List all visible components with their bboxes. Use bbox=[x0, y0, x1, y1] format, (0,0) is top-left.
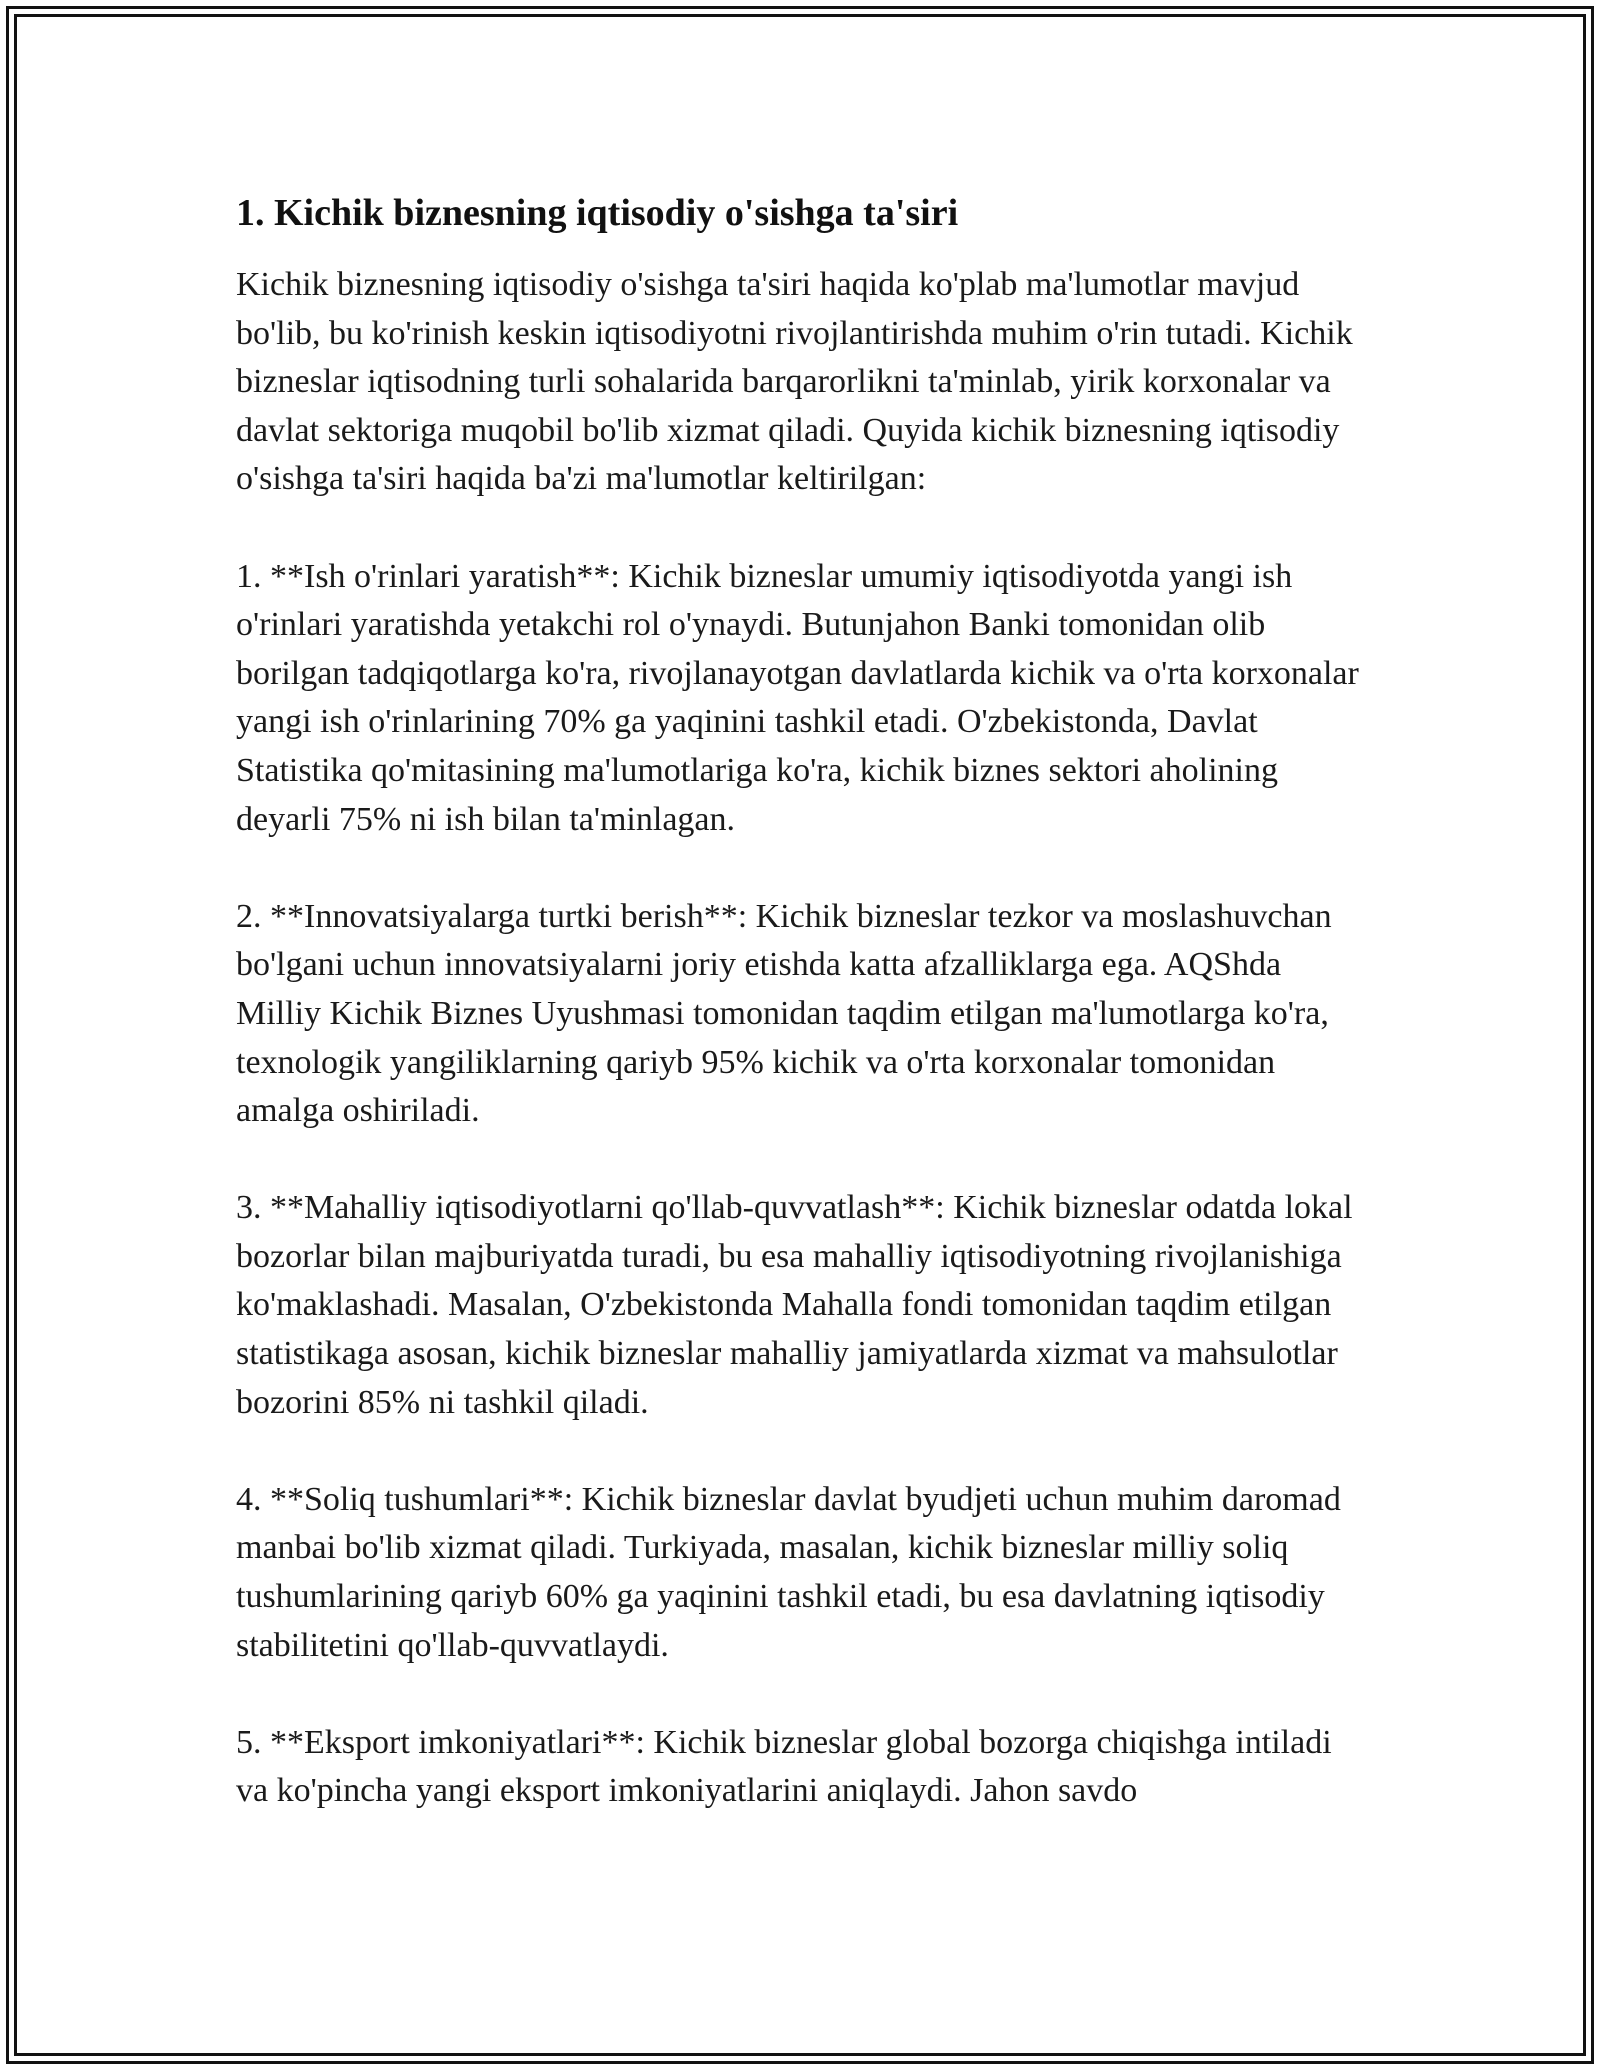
list-item-export: 5. **Eksport imkoniyatlari**: Kichik bizneslar global bozorga chiqishga intiladi va ko'pincha yangi eksport imkoniyatlarini aniqlaydi. Jahon savdo bbox=[236, 1723, 1332, 1810]
list-item-tax-revenue: 4. **Soliq tushumlari**: Kichik bizneslar davlat byudjeti uchun muhim daromad manbai bo'lib xizmat qiladi. Turkiyada, masalan, kichik bizneslar milliy soliq tushumlarining qariyb 60% ga yaqinini tashkil etadi, bu esa davlatning iqtisodiy stabilitetini qo'llab-quvvatlaydi. bbox=[236, 1480, 1341, 1664]
list-item-innovation: 2. **Innovatsiyalarga turtki berish**: Kichik bizneslar tezkor va moslashuvchan bo'lgani uchun innovatsiyalarni joriy etishda katta afzalliklarga ega. AQShda Milliy Kichik Biznes Uyushmasi tomonidan taqdim etilgan ma'lumotlarga ko'ra, texnologik yangiliklarning qariyb 95% kichik va o'rta korxonalar tomonidan amalga oshiriladi. bbox=[236, 897, 1332, 1130]
document-body bbox=[236, 187, 1366, 1816]
list-item-job-creation: 1. **Ish o'rinlari yaratish**: Kichik bizneslar umumiy iqtisodiyotda yangi ish o'rinlari yaratishda yetakchi rol o'ynaydi. Butunjahon Banki tomonidan olib borilgan tadqiqotlarga ko'ra, rivojlanayotgan davlatlarda kichik va o'rta korxonalar yangi ish o'rinlarining 70% ga yaqinini tashkil etadi. O'zbekistonda, Davlat Statistika qo'mitasining ma'lumotlariga ko'ra, kichik biznes sektori aholining deyarli 75% ni ish bilan ta'minlagan. bbox=[236, 557, 1359, 838]
section-heading: 1. Kichik biznesning iqtisodiy o'sishga ta'siri bbox=[236, 192, 959, 234]
list-item-local-economy: 3. **Mahalliy iqtisodiyotlarni qo'llab-quvvatlash**: Kichik bizneslar odatda lokal bozorlar bilan majburiyatda turadi, bu esa mahalliy iqtisodiyotning rivojlanishiga ko'maklashadi. Masalan, O'zbekistonda Mahalla fondi tomonidan taqdim etilgan statistikaga asosan, kichik bizneslar mahalliy jamiyatlarda xizmat va mahsulotlar bozorini 85% ni tashkil qiladi. bbox=[236, 1189, 1353, 1421]
intro-paragraph: Kichik biznesning iqtisodiy o'sishga ta'siri haqida ko'plab ma'lumotlar mavjud bo'lib, bu ko'rinish keskin iqtisodiyotni rivojlantirishda muhim o'rin tutadi. Kichik bizneslar iqtisodning turli sohalarida barqarorlikni ta'minlab, yirik korxonalar va davlat sektoriga muqobil bo'lib xizmat qiladi. Quyida kichik biznesning iqtisodiy o'sishga ta'siri haqida ba'zi ma'lumotlar keltirilgan: bbox=[236, 266, 1353, 498]
